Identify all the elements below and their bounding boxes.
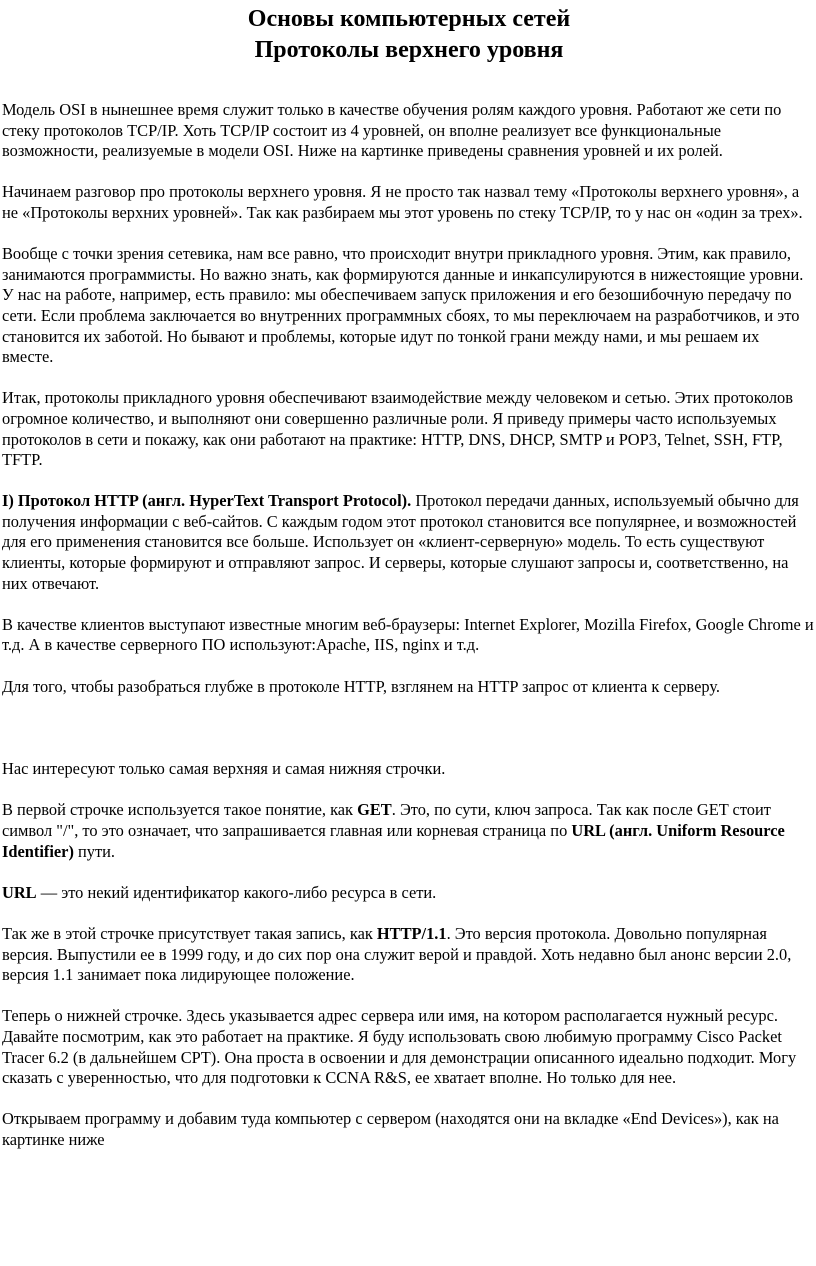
spacer xyxy=(2,224,816,245)
paragraph-network-view: Вообще с точки зрения сетевика, нам все равно, что происходит внутри прикладного уровня. Этим, как правило, занимаются программисты. Но важно знать, как формируются данные и инкапсулируются в нижестоящие уровни. xyxy=(2,244,804,284)
paragraph-app-protocols: Итак, протоколы прикладного уровня обеспечивают взаимодействие между человеком и сетью. Этих протоколов огромное количество, и выполняют они совершенно различные роли. Я приведу примеры часто используемых протоколов в сети и покажу, как они работают на практике: HTTP, DNS, DHCP, SMTP и POP3, Telnet, SSH, FTP, TFTP. xyxy=(2,388,793,470)
title-block xyxy=(2,4,816,66)
spacer xyxy=(2,780,816,801)
bold-term-http11: HTTP/1.1 xyxy=(376,923,447,943)
paragraph-clients: В качестве клиентов выступают известные многим веб-браузеры: Internet Explorer, Mozilla Firefox, Google Chrome и т.д. А в качестве серверного ПО используют:Apache, IIS, nginx и т.д. xyxy=(2,614,814,655)
http-heading: I) Протокол HTTP (англ. HyperText Transport Protocol). xyxy=(2,491,412,511)
text-run: . Это, по сути, ключ запроса. Так как после GET стоит символ "/", то это означает, что запрашивается главная или корневая страница по xyxy=(2,800,771,840)
spacer xyxy=(2,471,816,492)
bold-term-url: URL (англ. Uniform Resource Identifier) xyxy=(2,821,785,861)
spacer xyxy=(2,862,816,883)
spacer xyxy=(2,594,816,615)
image-placeholder xyxy=(2,697,816,759)
spacer xyxy=(2,368,816,389)
paragraph-get xyxy=(2,800,814,862)
spacer xyxy=(2,1089,816,1110)
paragraph-url xyxy=(2,883,814,904)
paragraph-http-request: Для того, чтобы разобраться глубже в протоколе HTTP, взглянем на HTTP запрос от клиента к серверу. xyxy=(2,676,720,696)
spacer xyxy=(2,656,816,677)
bold-term-get: GET xyxy=(357,800,392,820)
document-subtitle: Протоколы верхнего уровня xyxy=(254,37,564,63)
paragraph-http xyxy=(2,491,814,594)
bold-term-url: URL xyxy=(2,882,37,902)
paragraph-http-version xyxy=(2,924,814,986)
paragraph-open-program: Открываем программу и добавим туда компьютер с сервером (находятся они на вкладке «End Devices»), как на картинке ниже xyxy=(2,1109,779,1149)
text-run: . Это версия протокола. Довольно популярная версия. Выпустили ее в 1999 году, и до сих пор она служит верой и правдой. Хоть недавно был анонс версии 2.0, версия 1.1 занимает пока лидирующее положение. xyxy=(2,923,792,985)
paragraph-bottom-line: Теперь о нижней строчке. Здесь указывается адрес сервера или имя, на котором располагается нужный ресурс. Давайте посмотрим, как это работает на практике. Я буду использовать свою любимую программу Cisco Packet Tracer 6.2 (в дальнейшем CPT). Она проста в освоении и для демонстрации описанного идеально подходит. Могу сказать с уверенностью, что для подготовки к CCNA R&S, ее хватает вполне. Но только для нее. xyxy=(2,1006,797,1088)
spacer xyxy=(2,162,816,183)
paragraph-osi: Модель OSI в нынешнее время служит только в качестве обучения ролям каждого уровня. Работают же сети по стеку протоколов TCP/IP. Хоть TCP/IP состоит из 4 уровней, он вполне реализует все функциональные возможности, реализуемые в модели OSI. Ниже на картинке приведены сравнения уровней и их ролей. xyxy=(2,100,782,161)
spacer xyxy=(2,903,816,924)
paragraph-work-rule: У нас на работе, например, есть правило: мы обеспечиваем запуск приложения и его безошибочную передачу по сети. Если проблема заключается во внутренних программных сбоях, то мы переключаем на разработчиков, и это становится их заботой. Но бывают и проблемы, которые идут по тонкой грани между нами, и мы решаем их вместе. xyxy=(2,285,800,367)
http-description: Протокол передачи данных, используемый обычно для получения информации с веб-сайтов. С каждым годом этот протокол становится все популярнее, и возможностей для его применения становится все больше. Использует он «клиент-серверную» модель. То есть существуют клиенты, которые формируют и отправляют запрос. И серверы, которые слушают запросы и, соответственно, на них отвечают. xyxy=(2,491,799,593)
paragraph-lines: Нас интересуют только самая верхняя и самая нижняя строчки. xyxy=(2,759,446,779)
paragraph-intro: Начинаем разговор про протоколы верхнего уровня. Я не просто так назвал тему «Протоколы верхнего уровня», а не «Протоколы верхних уровней». Так как разбираем мы этот уровень по стеку TCP/IP, то у нас он «один за трех». xyxy=(2,182,803,222)
text-run: — это некий идентификатор какого-либо ресурса в сети. xyxy=(36,882,437,902)
text-run: Так же в этой строчке присутствует такая запись, как xyxy=(2,923,377,943)
document-title: Основы компьютерных сетей xyxy=(247,6,571,32)
text-run: пути. xyxy=(73,841,116,861)
spacer xyxy=(2,986,816,1007)
text-run: В первой строчке используется такое понятие, как xyxy=(2,800,358,820)
